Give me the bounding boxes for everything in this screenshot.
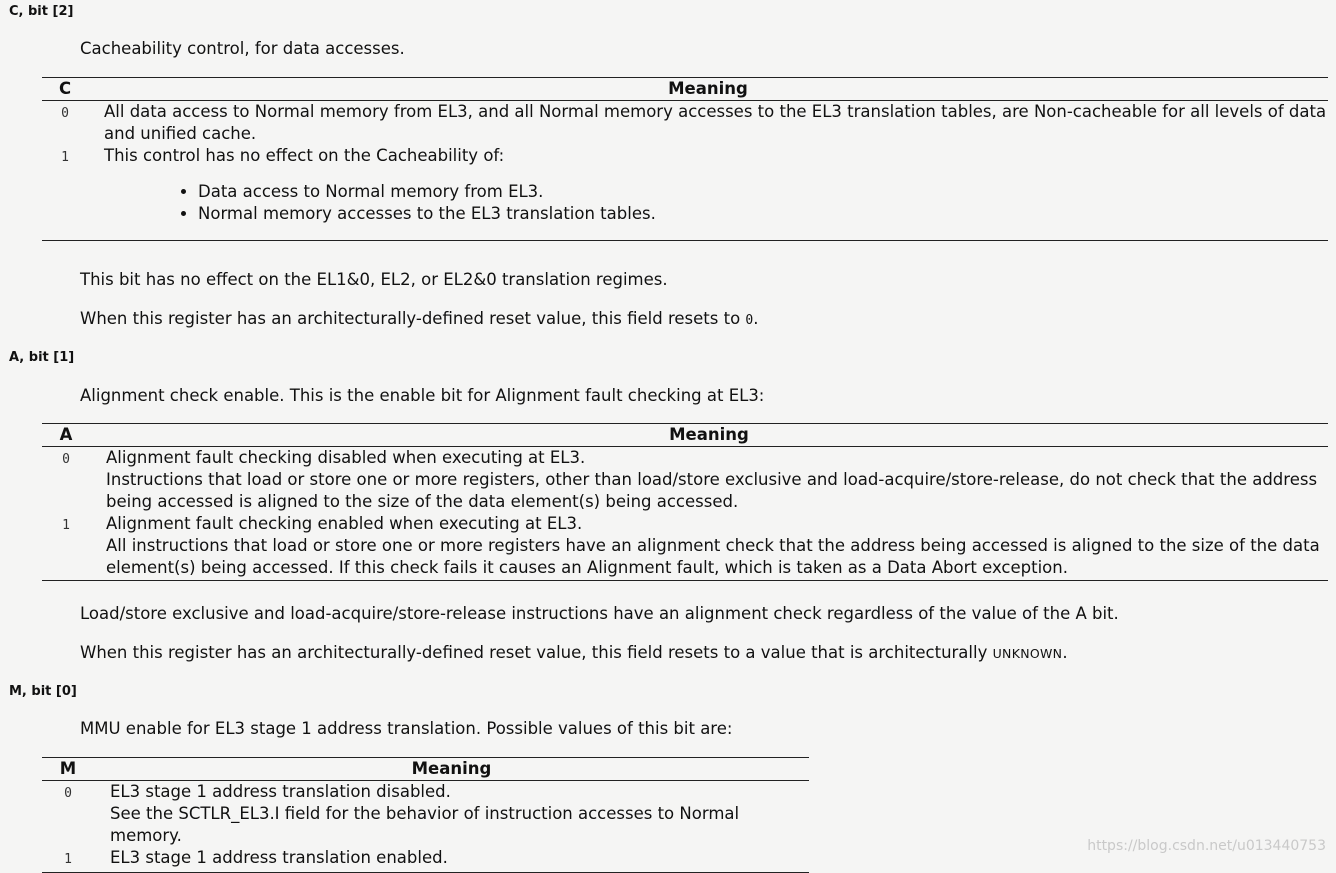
table-header-value: M (42, 758, 94, 781)
table-cell-meaning (94, 781, 809, 848)
reset-value: 0 (745, 313, 754, 328)
table-header-meaning: Meaning (88, 78, 1328, 101)
reset-suffix: . (1062, 643, 1068, 662)
meaning-line: EL3 stage 1 address translation disabled. (110, 782, 451, 801)
reset-text-a (80, 643, 1068, 662)
bullet-list (104, 181, 1328, 225)
reset-prefix: When this register has an architecturally-defined reset value, this field resets to (80, 309, 746, 328)
meaning-line: Alignment fault checking enabled when executing at EL3. (106, 514, 583, 533)
field-description-a: Alignment check enable. This is the enable bit for Alignment fault checking at EL3: (80, 386, 765, 405)
table-cell-meaning (94, 847, 809, 873)
table-row (42, 847, 809, 873)
meaning-line: All data access to Normal memory from EL3, and all Normal memory accesses to the EL3 translation tables, are Non-cacheable for all levels of data (104, 102, 1327, 121)
table-cell-meaning (88, 101, 1328, 146)
list-item: • Data access to Normal memory from EL3. (198, 181, 1328, 203)
table-row (42, 101, 1328, 146)
meaning-line: and unified cache. (104, 124, 257, 143)
table-row (42, 145, 1328, 241)
table-header-value: A (42, 424, 90, 447)
meaning-table-c (42, 77, 1328, 241)
table-cell-meaning (90, 513, 1328, 581)
field-title-c: C, bit [2] (9, 4, 74, 19)
field-description-c: Cacheability control, for data accesses. (80, 39, 405, 58)
table-cell-meaning (90, 447, 1328, 514)
meaning-line: being accessed is aligned to the size of the data element(s) being accessed. (106, 492, 739, 511)
table-header-meaning: Meaning (90, 424, 1328, 447)
field-title-m: M, bit [0] (9, 684, 77, 699)
meaning-line: Instructions that load or store one or more registers, other than load/store exclusive and load-acquire/store-release, do not check that the address (106, 470, 1318, 489)
field-note-c: This bit has no effect on the EL1&0, EL2, or EL2&0 translation regimes. (80, 270, 668, 289)
table-cell-value: 1 (62, 518, 70, 533)
reset-suffix: . (753, 309, 759, 328)
table-header-meaning: Meaning (94, 758, 809, 781)
meaning-line: This control has no effect on the Cacheability of: (104, 146, 505, 165)
field-title-a: A, bit [1] (9, 350, 75, 365)
table-cell-value: 0 (64, 786, 72, 801)
reset-prefix: When this register has an architecturally-defined reset value, this field resets to a value that is architecturally (80, 643, 993, 662)
table-row (42, 513, 1328, 581)
field-note-a: Load/store exclusive and load-acquire/store-release instructions have an alignment check regardless of the value of the A bit. (80, 604, 1119, 623)
meaning-line: element(s) being accessed. If this check fails it causes an Alignment fault, which is taken as a Data Abort exception. (106, 558, 1068, 577)
table-cell-meaning (88, 145, 1328, 241)
list-item: • Normal memory accesses to the EL3 translation tables. (198, 203, 1328, 225)
meaning-line: EL3 stage 1 address translation enabled. (110, 848, 448, 867)
meaning-table-m (42, 757, 809, 873)
watermark: https://blog.csdn.net/u013440753 (1087, 838, 1326, 854)
reset-text-c (80, 309, 759, 328)
table-cell-value: 1 (64, 852, 72, 867)
meaning-line: Alignment fault checking disabled when executing at EL3. (106, 448, 586, 467)
meaning-line: See the SCTLR_EL3.I field for the behavior of instruction accesses to Normal memory. (110, 804, 740, 845)
meaning-line: All instructions that load or store one or more registers have an alignment check that the address being accessed is aligned to the size of the data (106, 536, 1320, 555)
table-row (42, 447, 1328, 514)
table-cell-value: 0 (62, 452, 70, 467)
table-cell-value: 1 (61, 150, 69, 165)
reset-value: UNKNOWN (992, 646, 1063, 661)
field-description-m: MMU enable for EL3 stage 1 address translation. Possible values of this bit are: (80, 719, 733, 738)
meaning-table-a (42, 423, 1328, 581)
table-cell-value: 0 (61, 106, 69, 121)
table-header-value: C (42, 78, 88, 101)
table-row (42, 781, 809, 848)
